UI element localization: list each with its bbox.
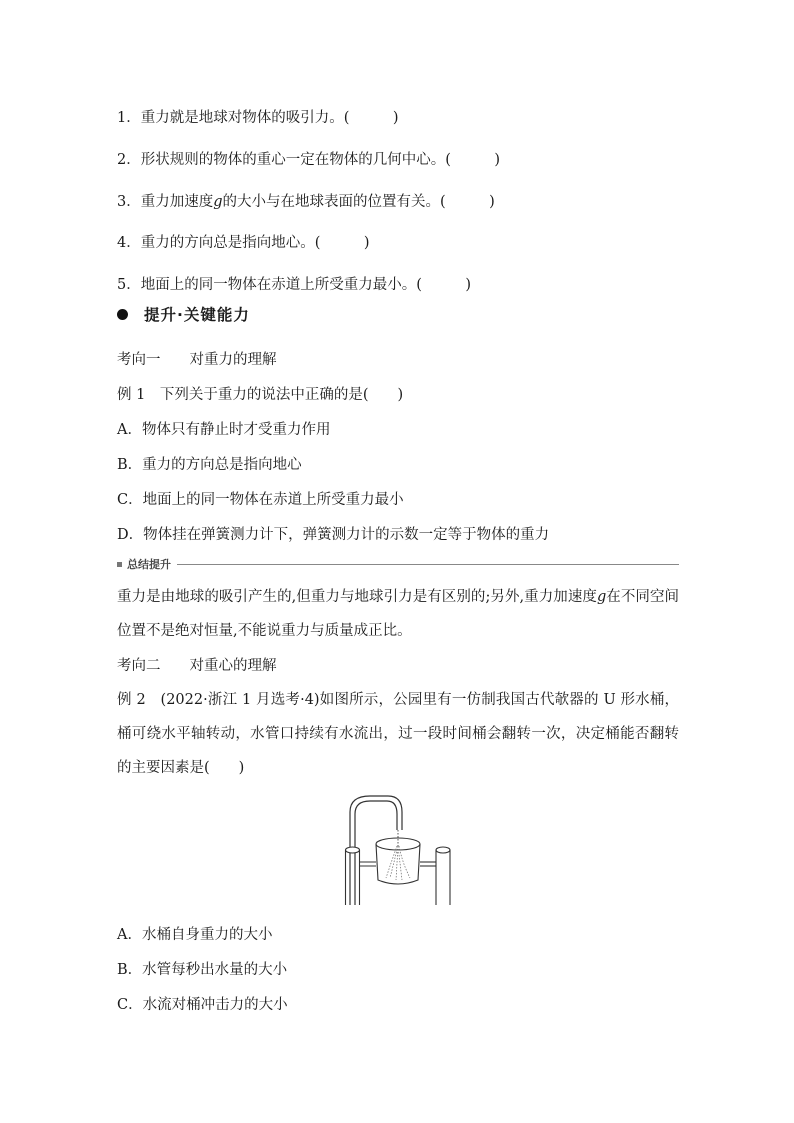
judgment-text: 形状规则的物体的重心一定在物体的几何中心。( ) xyxy=(140,152,501,168)
bucket-device-illustration xyxy=(330,790,460,910)
example-two-option-b: B．水管每秒出水量的大小 xyxy=(117,962,288,978)
summary-text-after: 在不同空间位置不是绝对恒量,不能说重力与质量成正比。 xyxy=(117,589,679,639)
judgment-number: 3． xyxy=(117,194,141,210)
square-marker-icon xyxy=(117,562,122,567)
judgment-item-1 xyxy=(117,108,399,128)
example-one-stem: 例 1 下列关于重力的说法中正确的是( ) xyxy=(117,387,404,403)
judgment-number: 4． xyxy=(117,235,141,251)
judgment-text-before: 重力加速度 xyxy=(140,194,214,210)
variable-g: g xyxy=(596,589,607,605)
example-one-option-d: D．物体挂在弹簧测力计下，弹簧测力计的示数一定等于物体的重力 xyxy=(117,527,550,543)
example-one-option-a: A．物体只有静止时才受重力作用 xyxy=(117,422,331,438)
judgment-text: 地面上的同一物体在赤道上所受重力最小。( ) xyxy=(140,277,472,293)
example-one-option-c: C．地面上的同一物体在赤道上所受重力最小 xyxy=(117,492,404,508)
judgment-item-2 xyxy=(117,150,500,170)
judgment-text: 重力就是地球对物体的吸引力。( ) xyxy=(140,110,399,126)
direction-two-heading: 考向二 对重心的理解 xyxy=(117,658,277,674)
variable-g: g xyxy=(213,194,223,210)
direction-one-heading: 考向一 对重力的理解 xyxy=(117,352,277,368)
judgment-number: 2． xyxy=(117,152,141,168)
example-two-option-a: A．水桶自身重力的大小 xyxy=(117,927,273,943)
section-heading xyxy=(117,303,250,325)
section-heading-text: 提升·关键能力 xyxy=(144,306,250,324)
judgment-number: 1． xyxy=(117,110,141,126)
example-two-option-c: C．水流对桶冲击力的大小 xyxy=(117,997,288,1013)
judgment-text-after: 的大小与在地球表面的位置有关。( ) xyxy=(222,194,495,210)
judgment-text: 重力的方向总是指向地心。( ) xyxy=(140,235,370,251)
example-two-stem: 例 2 (2022·浙江 1 月选考·4)如图所示，公园里有一仿制我国古代欹器的 U 形水桶，桶可绕水平轴转动，水管口持续有水流出，过一段时间桶会翻转一次，决定桶能否翻转的主要因素是( ) xyxy=(117,692,679,776)
bullet-dot-icon xyxy=(117,309,128,320)
judgment-item-5 xyxy=(117,275,471,295)
summary-paragraph xyxy=(117,580,679,648)
judgment-number: 5． xyxy=(117,277,141,293)
summary-label: 总结提升 xyxy=(127,558,171,571)
summary-divider xyxy=(117,556,679,572)
judgment-item-4 xyxy=(117,233,370,253)
example-one-option-b: B．重力的方向总是指向地心 xyxy=(117,457,302,473)
judgment-item-3 xyxy=(117,192,495,212)
divider-rule xyxy=(177,564,679,565)
bucket-figure xyxy=(330,790,460,914)
summary-text-before: 重力是由地球的吸引产生的,但重力与地球引力是有区别的;另外,重力加速度 xyxy=(117,589,597,605)
